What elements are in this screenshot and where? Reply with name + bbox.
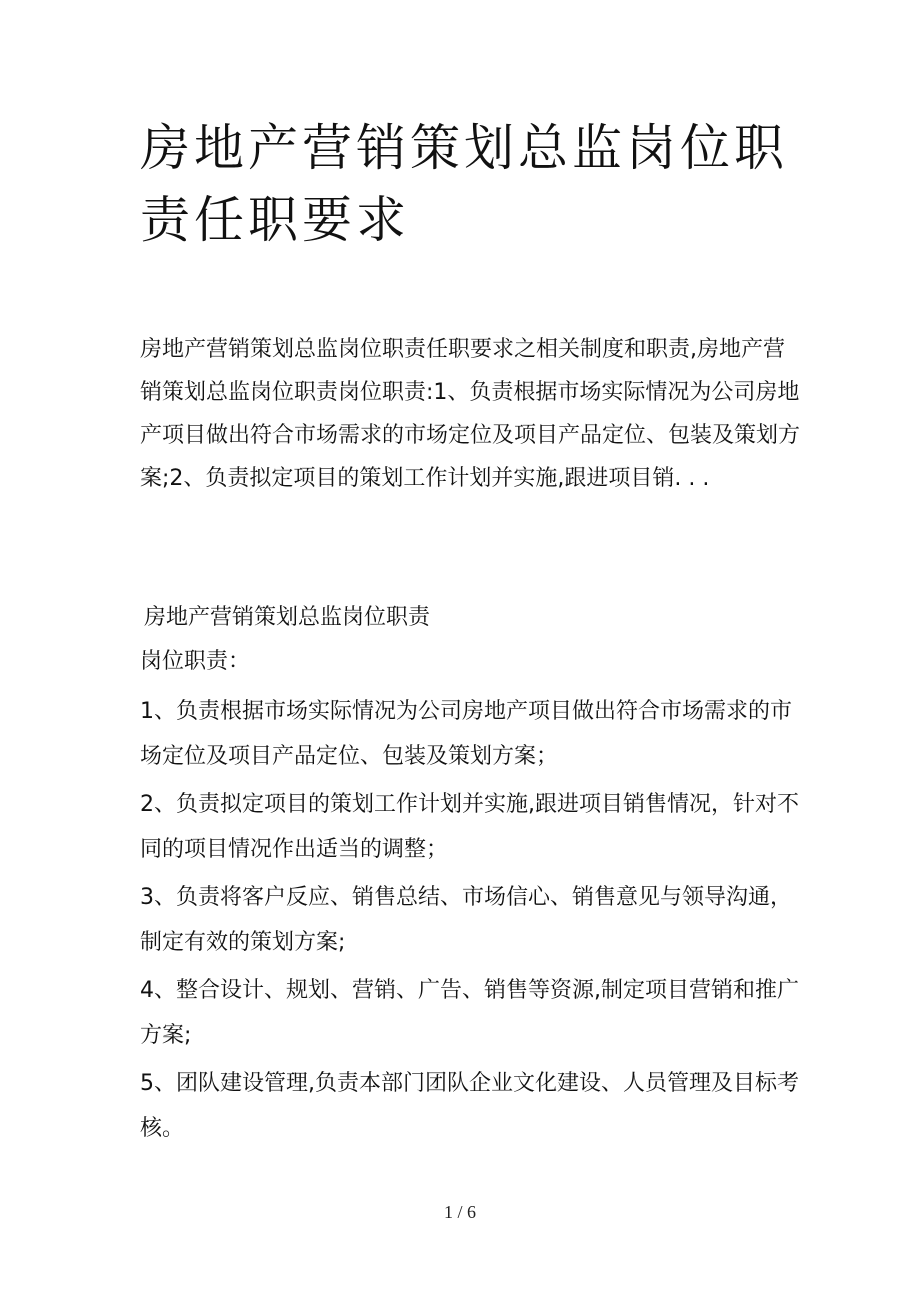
page-number: 1 / 6 <box>443 1202 476 1222</box>
duty-item-4: 4、整合设计、规划、营销、广告、销售等资源,制定项目营销和推广方案; <box>140 978 799 1048</box>
duty-item-2: 2、负责拟定项目的策划工作计划并实施,跟进项目销售情况，针对不同的项目情况作出适当的调整； <box>140 792 799 862</box>
duties-section <box>140 598 800 1151</box>
duty-item-1: 1、负责根据市场实际情况为公司房地产项目做出符合市场需求的市场定位及项目产品定位、包装及策划方案； <box>140 699 792 769</box>
document-title: 房地产营销策划总监岗位职责任职要求 <box>140 119 788 249</box>
duty-item-3: 3、负责将客户反应、销售总结、市场信心、销售意见与领导沟通，制定有效的策划方案; <box>140 885 792 955</box>
intro-paragraph: 房地产营销策划总监岗位职责任职要求之相关制度和职责,房地产营销策划总监岗位职责岗位职责:1、负责根据市场实际情况为公司房地产项目做出符合市场需求的市场定位及项目产品定位、包装及策划方案;2、负责拟定项目的策划工作计划并实施,跟进项目销. . . <box>140 337 801 491</box>
duties-label: 岗位职责： <box>140 649 251 674</box>
section-heading: 房地产营销策划总监岗位职责 <box>144 605 431 630</box>
duty-item-5: 5、团队建设管理,负责本部门团队企业文化建设、人员管理及目标考核。 <box>140 1071 799 1141</box>
